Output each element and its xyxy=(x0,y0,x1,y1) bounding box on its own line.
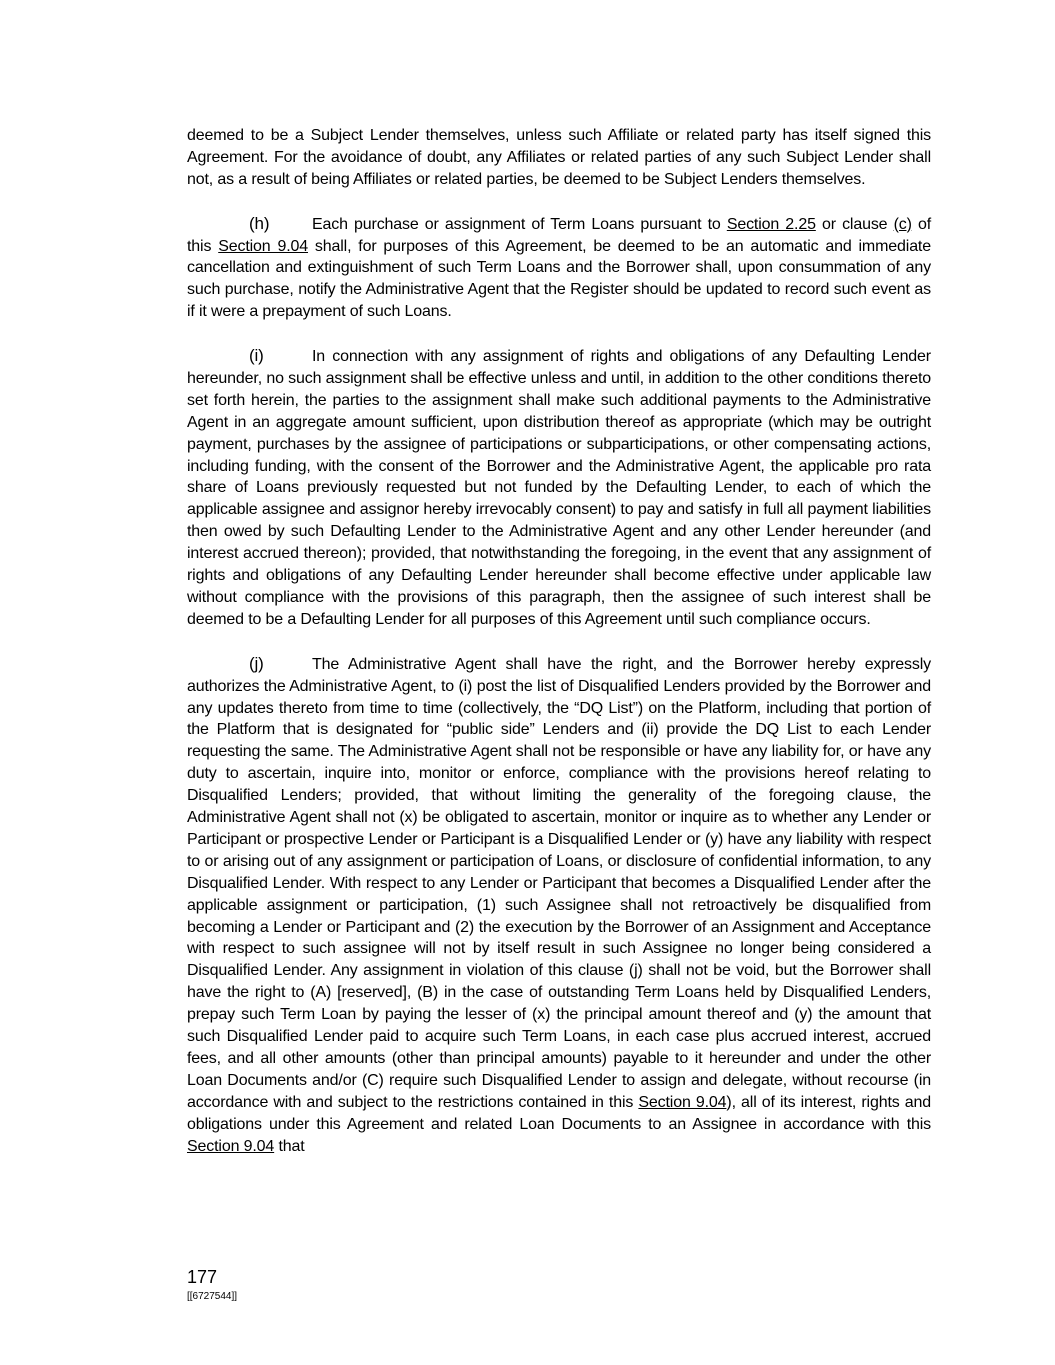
clause-label: (i) xyxy=(249,346,264,366)
clause-label: (h) xyxy=(249,213,270,233)
paragraph-j xyxy=(187,653,931,1158)
clause-label: (j) xyxy=(249,653,264,673)
section-reference: Section 9.04 xyxy=(187,1137,275,1155)
section-reference: (c) xyxy=(893,215,912,233)
paragraph-text: Each purchase or assignment of Term Loans pursuant to xyxy=(312,215,727,233)
paragraph-text: of this xyxy=(187,215,931,255)
paragraph-text: deemed to be a Subject Lender themselves, unless such Affiliate or related party has itself signed this Agreement. For the avoidance of doubt, any Affiliates or related parties of any such Subject Lender shall not, as a result of being Affiliates or related parties, be deemed to be Subject Lenders themselves. xyxy=(187,127,931,188)
paragraph-h xyxy=(187,213,931,324)
paragraph-text: The Administrative Agent shall have the right, and the Borrower hereby expressly authorizes the Administrative Agent, to (i) post the list of Disqualified Lenders provided by the Borrower and any updates thereto from time to time (collectively, the “DQ List”) on the Platform, including that portion of the Platform that is designated for “public side” Lenders and (ii) provide the DQ List to each Lender requesting the same. The Administrative Agent shall not be responsible or have any liability for, or have any duty to ascertain, inquire into, monitor or enforce, compliance with the provisions hereof relating to Disqualified Lenders; provided, that without limiting the generality of the foregoing clause, the Administrative Agent shall not (x) be obligated to ascertain, monitor or inquire as to whether any Lender or Participant or prospective Lender or Participant is a Disqualified Lender or (y) have any liability with respect to or arising out of any assignment or participation of Loans, or disclosure of confidential information, to any Disqualified Lender. With respect to any Lender or Participant that becomes a Disqualified Lender after the applicable assignment or participation, (1) such Assignee shall not retroactively be disqualified from becoming a Lender or Participant and (2) the execution by the Borrower of an Assignment and Acceptance with respect to such assignee will not by itself result in such Assignee no longer being considered a Disqualified Lender. Any assignment in violation of this clause (j) shall not be void, but the Borrower shall have the right to (A) [reserved], (B) in the case of outstanding Term Loans held by Disqualified Lenders, prepay such Term Loan by paying the lesser of (x) the principal amount thereof and (y) the amount that such Disqualified Lender paid to acquire such Term Loans, in each case plus accrued interest, accrued fees, and all other amounts (other than principal amounts) payable to it hereunder and under the other Loan Documents and/or (C) require such Disqualified Lender to assign and delegate, without recourse (in accordance with and subject to the restrictions contained in this xyxy=(187,655,931,1111)
document-body xyxy=(187,125,931,1179)
paragraph-intro xyxy=(187,125,931,191)
paragraph-text: that xyxy=(274,1137,305,1155)
section-reference: Section 2.25 xyxy=(726,215,816,233)
paragraph-text: In connection with any assignment of rights and obligations of any Defaulting Lender hereunder, no such assignment shall be effective unless and until, in addition to the other conditions thereto set forth herein, the parties to the assignment shall make such additional payments to the Administrative Agent in an aggregate amount sufficient, upon distribution thereof as appropriate (which may be outright payment, purchases by the assignee of participations or subparticipations, or other compensating actions, including funding, with the consent of the Borrower and the Administrative Agent, the applicable pro rata share of Loans previously requested but not funded by the Defaulting Lender, to each of which the applicable assignee and assignor hereby irrevocably consent) to pay and satisfy in full all payment liabilities then owed by such Defaulting Lender to the Administrative Agent and any other Lender hereunder (and interest accrued thereon); provided, that notwithstanding the foregoing, in the event that any assignment of rights and obligations of any Defaulting Lender hereunder shall become effective under applicable law without compliance with the provisions of this paragraph, then the assignee of such interest shall be deemed to be a Defaulting Lender for all purposes of this Agreement until such compliance occurs. xyxy=(187,348,931,628)
paragraph-text: or clause xyxy=(815,215,894,233)
section-reference: Section 9.04 xyxy=(218,237,308,255)
document-id: [[6727544]] xyxy=(187,1291,238,1302)
page-number: 177 xyxy=(187,1267,218,1287)
paragraph-text: shall, for purposes of this Agreement, be deemed to be an automatic and immediate cancellation and extinguishment of such Term Loans and the Borrower shall, upon consummation of any such purchase, notify the Administrative Agent that the Register should be updated to record such event as if it were a prepayment of such Loans. xyxy=(187,237,931,321)
section-reference: Section 9.04 xyxy=(638,1093,727,1111)
paragraph-i xyxy=(187,345,931,631)
paragraph-text: ), all of its interest, rights and obligations under this Agreement and related Loan Documents to an Assignee in accordance with this xyxy=(187,1093,931,1133)
